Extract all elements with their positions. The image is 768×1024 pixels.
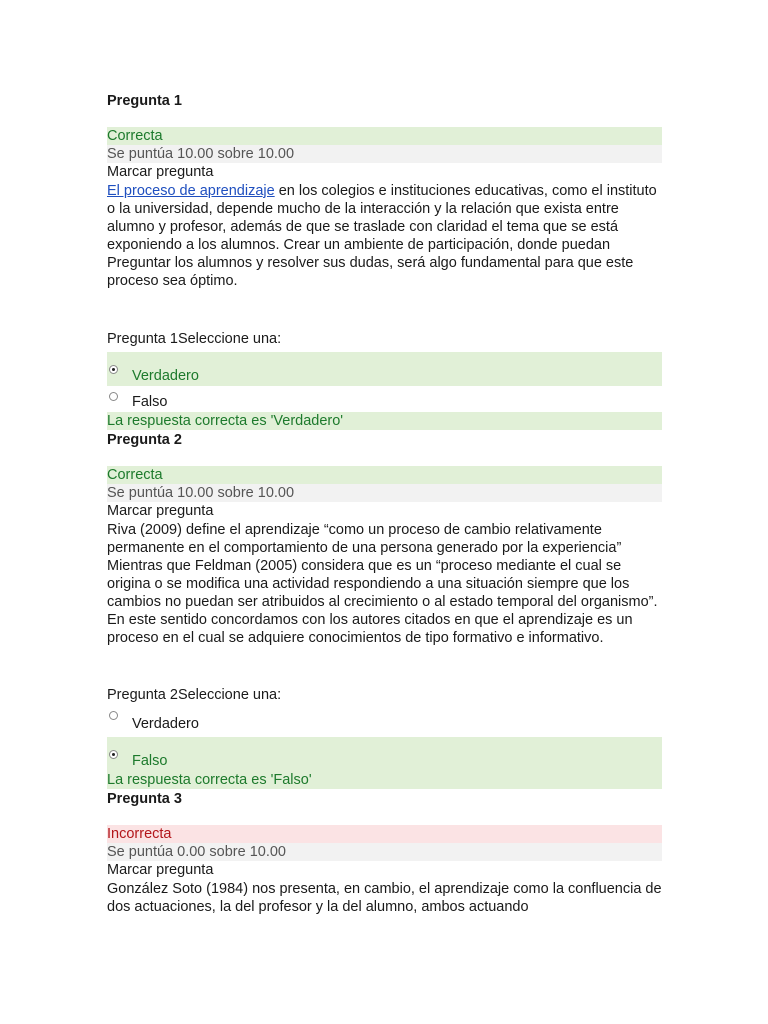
answer-prompt: Pregunta 1Seleccione una: bbox=[107, 330, 282, 347]
correct-answer-feedback: La respuesta correcta es 'Falso' bbox=[107, 771, 662, 789]
radio-selected-icon[interactable] bbox=[109, 750, 118, 759]
option-verdadero[interactable]: Verdadero bbox=[107, 708, 662, 734]
question-title: Pregunta 1 bbox=[107, 93, 182, 109]
question-text: Riva (2009) define el aprendizaje “como un proceso de cambio relativamente permanente en el comportamiento de una persona generado por la experiencia” Mientras que Feldman (2005) considera que es un “proceso mediante el cual se origina o se modifica una actividad respondiendo a una situación siempre que los cambios no puedan ser atribuidos al crecimiento o al estado temporal del organismo”. En este sentido concordamos con los autores citados en que el aprendizaje es un proceso en el cual se adquiere conocimientos de tipo formativo e informativo. bbox=[107, 521, 658, 647]
radio-empty-icon[interactable] bbox=[109, 711, 118, 720]
question-text: González Soto (1984) nos presenta, en cambio, el aprendizaje como la confluencia de dos actuaciones, la del profesor y la del alumno, ambos actuando bbox=[107, 881, 662, 916]
radio-empty-icon[interactable] bbox=[109, 392, 118, 401]
flag-question-link[interactable]: Marcar pregunta bbox=[107, 164, 214, 180]
flag-question-link[interactable]: Marcar pregunta bbox=[107, 862, 214, 879]
status-badge: Correcta bbox=[107, 466, 662, 484]
grade-text: Se puntúa 10.00 sobre 10.00 bbox=[107, 484, 662, 502]
radio-selected-icon[interactable] bbox=[109, 365, 118, 374]
correct-answer-feedback: La respuesta correcta es 'Verdadero' bbox=[107, 412, 662, 430]
grade-text: Se puntúa 0.00 sobre 10.00 bbox=[107, 843, 662, 861]
question-2 bbox=[107, 430, 662, 790]
question-title: Pregunta 3 bbox=[107, 791, 182, 808]
question-title: Pregunta 2 bbox=[107, 431, 182, 448]
grade-text: Se puntúa 10.00 sobre 10.00 bbox=[107, 145, 662, 163]
option-falso[interactable]: Falso bbox=[107, 737, 662, 771]
question-text bbox=[107, 182, 662, 291]
option-falso[interactable]: Falso bbox=[107, 386, 662, 412]
question-1 bbox=[107, 91, 662, 430]
answer-prompt: Pregunta 2Seleccione una: bbox=[107, 687, 282, 704]
quiz-review bbox=[107, 91, 662, 916]
question-3 bbox=[107, 789, 662, 916]
option-verdadero[interactable]: Verdadero bbox=[107, 352, 662, 386]
question-text-body: en los colegios e instituciones educativas, como el instituto o la universidad, depende mucho de la interacción y la relación que exista entre alumno y profesor, además de que se traslade con claridad el tema que se está exponiendo a los alumnos. Crear un ambiente de participación, donde puedan Preguntar los alumnos y resolver sus dudas, será algo fundamental para que este proceso sea óptimo. bbox=[107, 183, 657, 290]
status-badge: Correcta bbox=[107, 127, 662, 145]
status-badge: Incorrecta bbox=[107, 825, 662, 843]
learning-process-link[interactable]: El proceso de aprendizaje bbox=[107, 183, 275, 199]
flag-question-link[interactable]: Marcar pregunta bbox=[107, 502, 214, 519]
